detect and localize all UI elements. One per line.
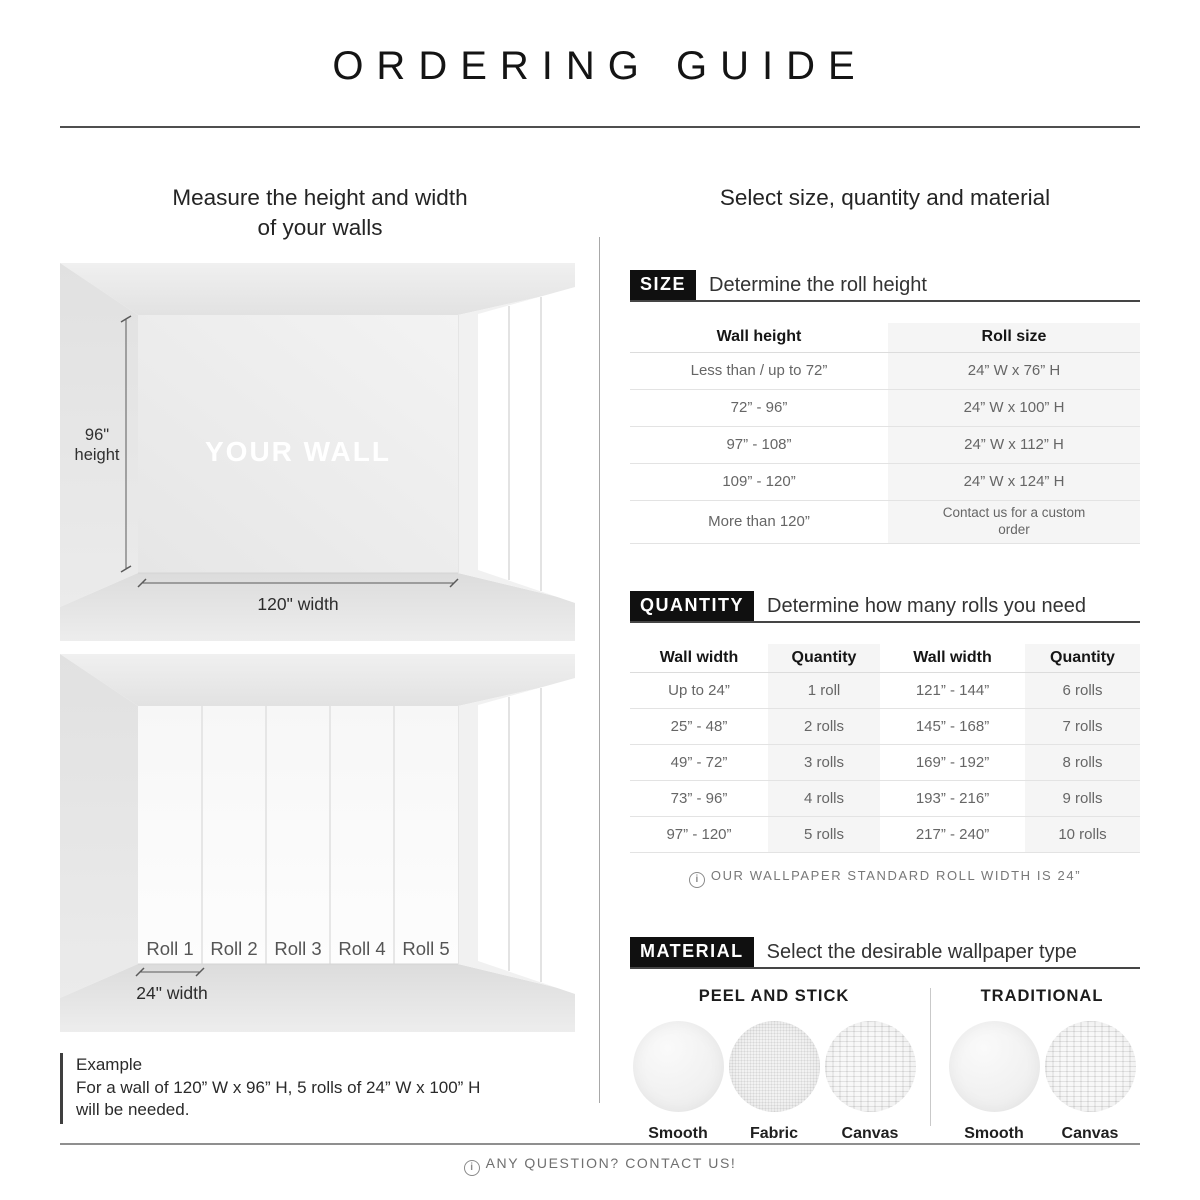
left-heading-line2: of your walls <box>257 214 383 240</box>
material-subtitle: Select the desirable wallpaper type <box>766 940 1077 963</box>
right-heading: Select size, quantity and material <box>719 185 1051 210</box>
info-icon: i <box>689 872 705 888</box>
quantity-subtitle: Determine how many rolls you need <box>767 594 1087 617</box>
table-cell: 97” - 108” <box>726 436 792 454</box>
material-group-name: TRADITIONAL <box>980 986 1104 1005</box>
example-line2: will be needed. <box>76 1100 190 1120</box>
table-cell: 145” - 168” <box>915 717 990 735</box>
info-icon: i <box>464 1160 480 1176</box>
table-cell: 24” W x 76” H <box>888 353 1140 389</box>
table-row <box>630 353 1140 390</box>
table-cell: Less than / up to 72” <box>690 362 828 380</box>
quantity-tag: QUANTITY <box>630 591 754 621</box>
table-cell: 3 rolls <box>768 745 880 780</box>
table-cell: 217” - 240” <box>915 825 990 843</box>
roll-panel-label: Roll 1 <box>146 938 194 960</box>
roll-panel-label: Roll 4 <box>338 938 386 960</box>
table-row <box>630 673 1140 709</box>
size-section <box>630 270 1140 544</box>
table-cell: 169” - 192” <box>915 753 990 771</box>
footer-rule <box>60 1143 1140 1145</box>
table-cell: 1 roll <box>768 673 880 708</box>
smooth-texture-swatch <box>633 1021 724 1112</box>
page-title: ORDERING GUIDE <box>332 44 868 88</box>
table-cell: 121” - 144” <box>915 681 990 699</box>
fabric-texture-swatch <box>729 1021 820 1112</box>
window-panes <box>478 678 575 994</box>
table-cell <box>888 501 1140 543</box>
table-row <box>630 464 1140 501</box>
quantity-table <box>630 644 1140 853</box>
table-cell: Up to 24” <box>668 681 730 699</box>
height-measure-value: 96" <box>84 426 110 445</box>
table-row <box>630 390 1140 427</box>
swatch-label: Canvas <box>841 1124 899 1142</box>
column-header: Wall width <box>659 648 739 666</box>
table-cell: 4 rolls <box>768 781 880 816</box>
swatch-label: Smooth <box>648 1124 708 1142</box>
roll-width-note <box>630 868 1140 888</box>
size-table <box>630 323 1140 544</box>
material-header-row <box>630 937 1140 969</box>
swatch-list <box>633 1021 916 1143</box>
roll-panels <box>138 706 458 964</box>
swatch-label: Canvas <box>1061 1124 1119 1142</box>
material-groups <box>630 984 1140 1143</box>
material-tag: MATERIAL <box>630 937 754 967</box>
table-row <box>630 709 1140 745</box>
material-group-peel-and-stick <box>630 984 918 1143</box>
column-header: Wall width <box>913 648 992 666</box>
roll-panel-label: Roll 3 <box>274 938 322 960</box>
material-group-traditional <box>944 984 1140 1143</box>
roll-width-label: 24" width <box>136 983 208 1004</box>
swatch-fabric <box>729 1021 820 1143</box>
swatch-canvas <box>825 1021 916 1143</box>
table-cell: 109” - 120” <box>722 473 796 491</box>
height-measure-word: height <box>74 446 120 465</box>
table-cell: 49” - 72” <box>670 753 728 771</box>
table-cell: 193” - 216” <box>915 789 990 807</box>
room-left-wall <box>60 654 138 998</box>
table-cell: 10 rolls <box>1025 817 1140 852</box>
table-cell: 24” W x 124” H <box>888 464 1140 500</box>
table-cell: 5 rolls <box>768 817 880 852</box>
left-heading <box>60 183 580 242</box>
table-row <box>630 501 1140 544</box>
roll-panel-label: Roll 5 <box>402 938 450 960</box>
quantity-header-row <box>630 591 1140 623</box>
column-header: Roll size <box>888 323 1140 352</box>
table-cell: 8 rolls <box>1025 745 1140 780</box>
example-title: Example <box>76 1055 143 1075</box>
table-cell: 97” - 120” <box>666 825 732 843</box>
swatch-smooth <box>949 1021 1040 1143</box>
size-tag: SIZE <box>630 270 696 300</box>
room-illustration-measured <box>60 263 575 641</box>
table-row <box>630 817 1140 853</box>
quantity-section <box>630 591 1140 888</box>
table-cell: 73” - 96” <box>670 789 728 807</box>
table-row <box>630 781 1140 817</box>
canvas-texture-swatch <box>1045 1021 1136 1112</box>
swatch-label: Fabric <box>749 1124 798 1142</box>
table-cell: 2 rolls <box>768 709 880 744</box>
table-cell: More than 120” <box>708 513 810 531</box>
footer-note <box>0 1155 1200 1176</box>
canvas-texture-swatch <box>825 1021 916 1112</box>
swatch-canvas <box>1045 1021 1136 1143</box>
swatch-list <box>949 1021 1136 1143</box>
swatch-label: Smooth <box>964 1124 1024 1142</box>
table-cell: 9 rolls <box>1025 781 1140 816</box>
size-header-row <box>630 270 1140 302</box>
roll-width-note-text: OUR WALLPAPER STANDARD ROLL WIDTH IS 24” <box>710 867 1082 883</box>
measure-column <box>60 150 580 1124</box>
footer-note-text: ANY QUESTION? CONTACT US! <box>485 1155 737 1171</box>
title-rule <box>60 126 1140 128</box>
column-divider <box>599 237 600 1103</box>
column-header: Wall height <box>716 328 802 346</box>
left-heading-line1: Measure the height and width <box>172 185 468 210</box>
table-row <box>630 427 1140 464</box>
table-cell: 24” W x 112” H <box>888 427 1140 463</box>
material-group-name: PEEL AND STICK <box>698 986 850 1005</box>
size-subtitle: Determine the roll height <box>709 273 927 296</box>
example-line1: For a wall of 120” W x 96” H, 5 rolls of 24” W x 100” H <box>76 1077 481 1097</box>
column-header: Quantity <box>1025 644 1140 672</box>
material-section <box>630 937 1140 1143</box>
your-wall-label: YOUR WALL <box>205 436 391 468</box>
example-block <box>60 1053 580 1123</box>
table-cell: 6 rolls <box>1025 673 1140 708</box>
table-row <box>630 745 1140 781</box>
material-group-divider <box>930 988 931 1126</box>
table-cell: 72” - 96” <box>730 399 788 417</box>
swatch-smooth <box>633 1021 724 1143</box>
room-illustration-rolls <box>60 654 575 1032</box>
size-table-header <box>630 323 1140 353</box>
quantity-table-header <box>630 644 1140 673</box>
table-cell: 25” - 48” <box>670 717 728 735</box>
width-measure-label: 120" width <box>257 594 339 615</box>
smooth-texture-swatch <box>949 1021 1040 1112</box>
table-cell: 24” W x 100” H <box>888 390 1140 426</box>
table-cell: 7 rolls <box>1025 709 1140 744</box>
select-column <box>630 150 1140 1143</box>
column-header: Quantity <box>768 644 880 672</box>
window-panes <box>478 287 575 603</box>
table-cell-text: Contact us for a custom order <box>942 505 1086 537</box>
roll-panel-label: Roll 2 <box>210 938 258 960</box>
